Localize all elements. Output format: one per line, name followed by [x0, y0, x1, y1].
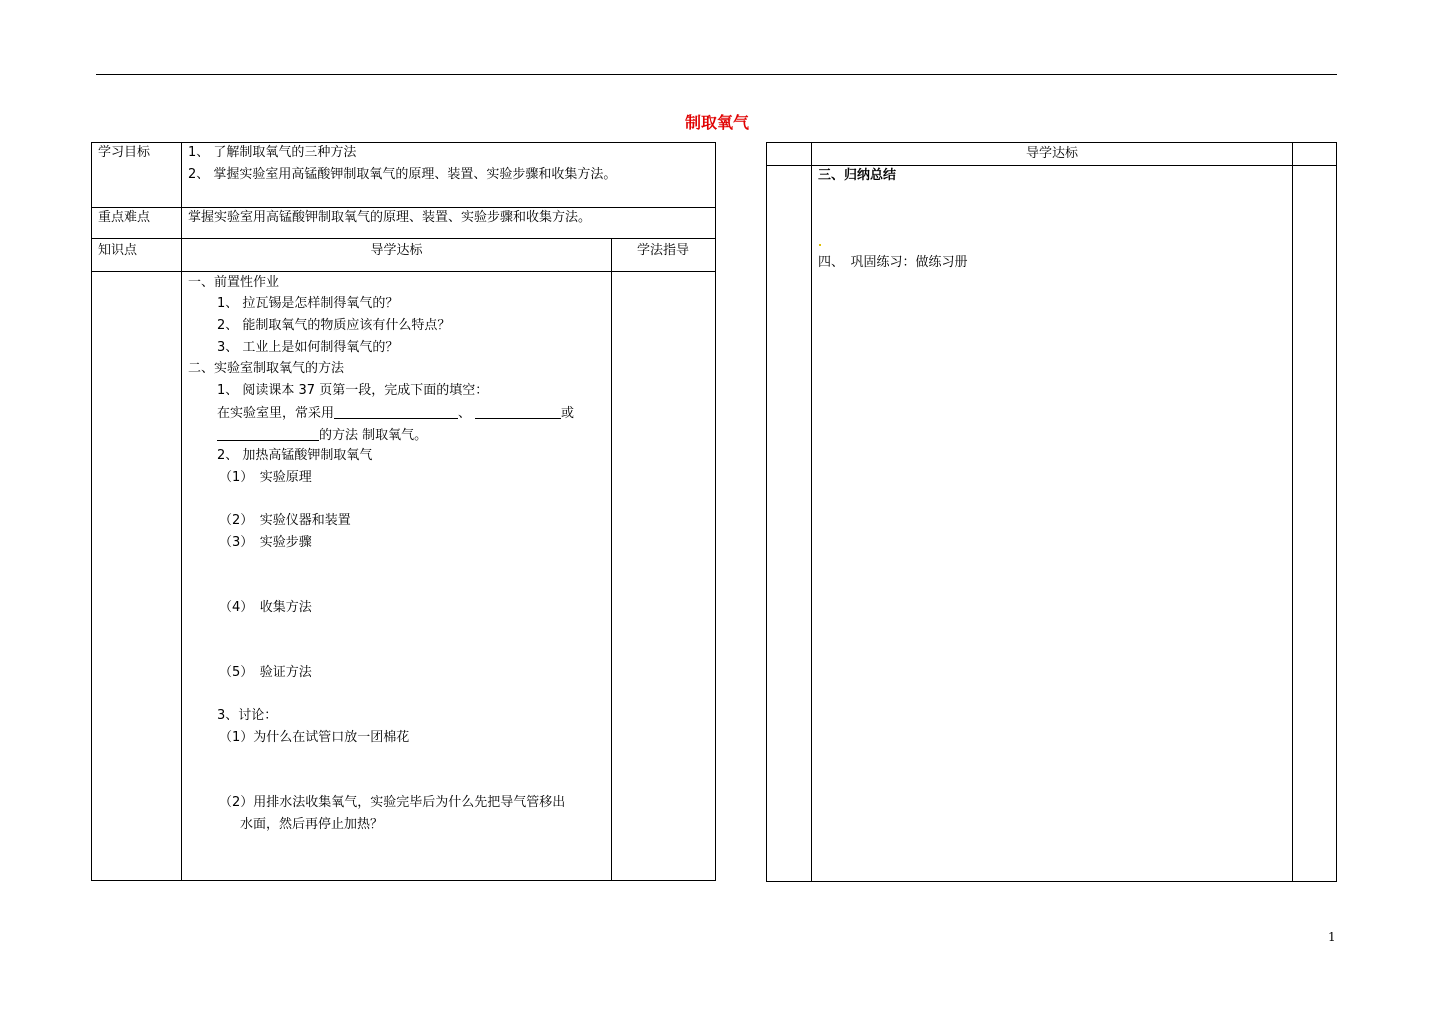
right-left-divider	[811, 143, 812, 881]
fill-or: 或	[561, 406, 575, 421]
sub-steps: （3） 实验步骤	[219, 535, 312, 550]
label-learning-goals: 学习目标	[98, 145, 151, 160]
guide-col-divider	[611, 239, 612, 880]
row-divider-1	[92, 207, 715, 208]
right-table-border	[766, 142, 1337, 882]
header-rule	[96, 74, 1337, 75]
question-2: 2、 能制取氧气的物质应该有什么特点？	[217, 318, 451, 333]
reading-task: 1、 阅读课本 37 页第一段，完成下面的填空：	[217, 383, 489, 398]
section-practice: 四、 巩固练习：做练习册	[818, 255, 968, 270]
fill-in-line-2	[217, 427, 427, 444]
page-title: 制取氧气	[684, 113, 749, 132]
sub-apparatus: （2） 实验仪器和装置	[219, 513, 351, 528]
right-right-divider	[1292, 143, 1293, 881]
right-col-header: 导学达标	[1025, 146, 1078, 161]
col-header-knowledge: 知识点	[98, 243, 138, 258]
fill-separator: 、	[458, 406, 472, 421]
section-preview-homework: 一、前置性作业	[188, 275, 280, 290]
fill-prefix: 在实验室里，常采用	[217, 406, 335, 421]
blank-3[interactable]	[217, 427, 319, 441]
fill-suffix: 的方法 制取氧气。	[319, 428, 428, 443]
question-3: 3、 工业上是如何制得氧气的？	[217, 340, 399, 355]
stray-dot	[819, 244, 821, 246]
col-header-method: 学法指导	[636, 243, 689, 258]
row-divider-3	[92, 271, 715, 272]
discussion-heading: 3、讨论：	[217, 708, 278, 723]
right-header-divider	[767, 165, 1336, 166]
heating-method: 2、 加热高锰酸钾制取氧气	[217, 448, 373, 463]
sub-collection: （4） 收集方法	[219, 600, 312, 615]
section-lab-methods: 二、实验室制取氧气的方法	[188, 361, 345, 376]
discussion-2-line-1: （2）用排水法收集氧气，实验完毕后为什么先把导气管移出	[219, 795, 566, 810]
goal-item-2: 2、 掌握实验室用高锰酸钾制取氧气的原理、装置、实验步骤和收集方法。	[188, 167, 617, 182]
blank-1[interactable]	[334, 405, 458, 419]
blank-2[interactable]	[475, 405, 561, 419]
col-header-guide: 导学达标	[370, 243, 423, 258]
sub-verification: （5） 验证方法	[219, 665, 312, 680]
section-summary: 三、归纳总结	[818, 168, 897, 183]
question-1: 1、 拉瓦锡是怎样制得氧气的？	[217, 296, 399, 311]
key-points-content: 掌握实验室用高锰酸钾制取氧气的原理、装置、实验步骤和收集方法。	[188, 210, 592, 225]
page-number: 1	[1328, 930, 1336, 944]
discussion-1: （1）为什么在试管口放一团棉花	[219, 730, 410, 745]
row-divider-2	[92, 238, 715, 239]
discussion-2-line-2: 水面，然后再停止加热？	[240, 817, 384, 832]
sub-principle: （1） 实验原理	[219, 470, 312, 485]
fill-in-line-1	[217, 405, 574, 422]
goal-item-1: 1、 了解制取氧气的三种方法	[188, 145, 357, 160]
label-key-points: 重点难点	[98, 210, 151, 225]
